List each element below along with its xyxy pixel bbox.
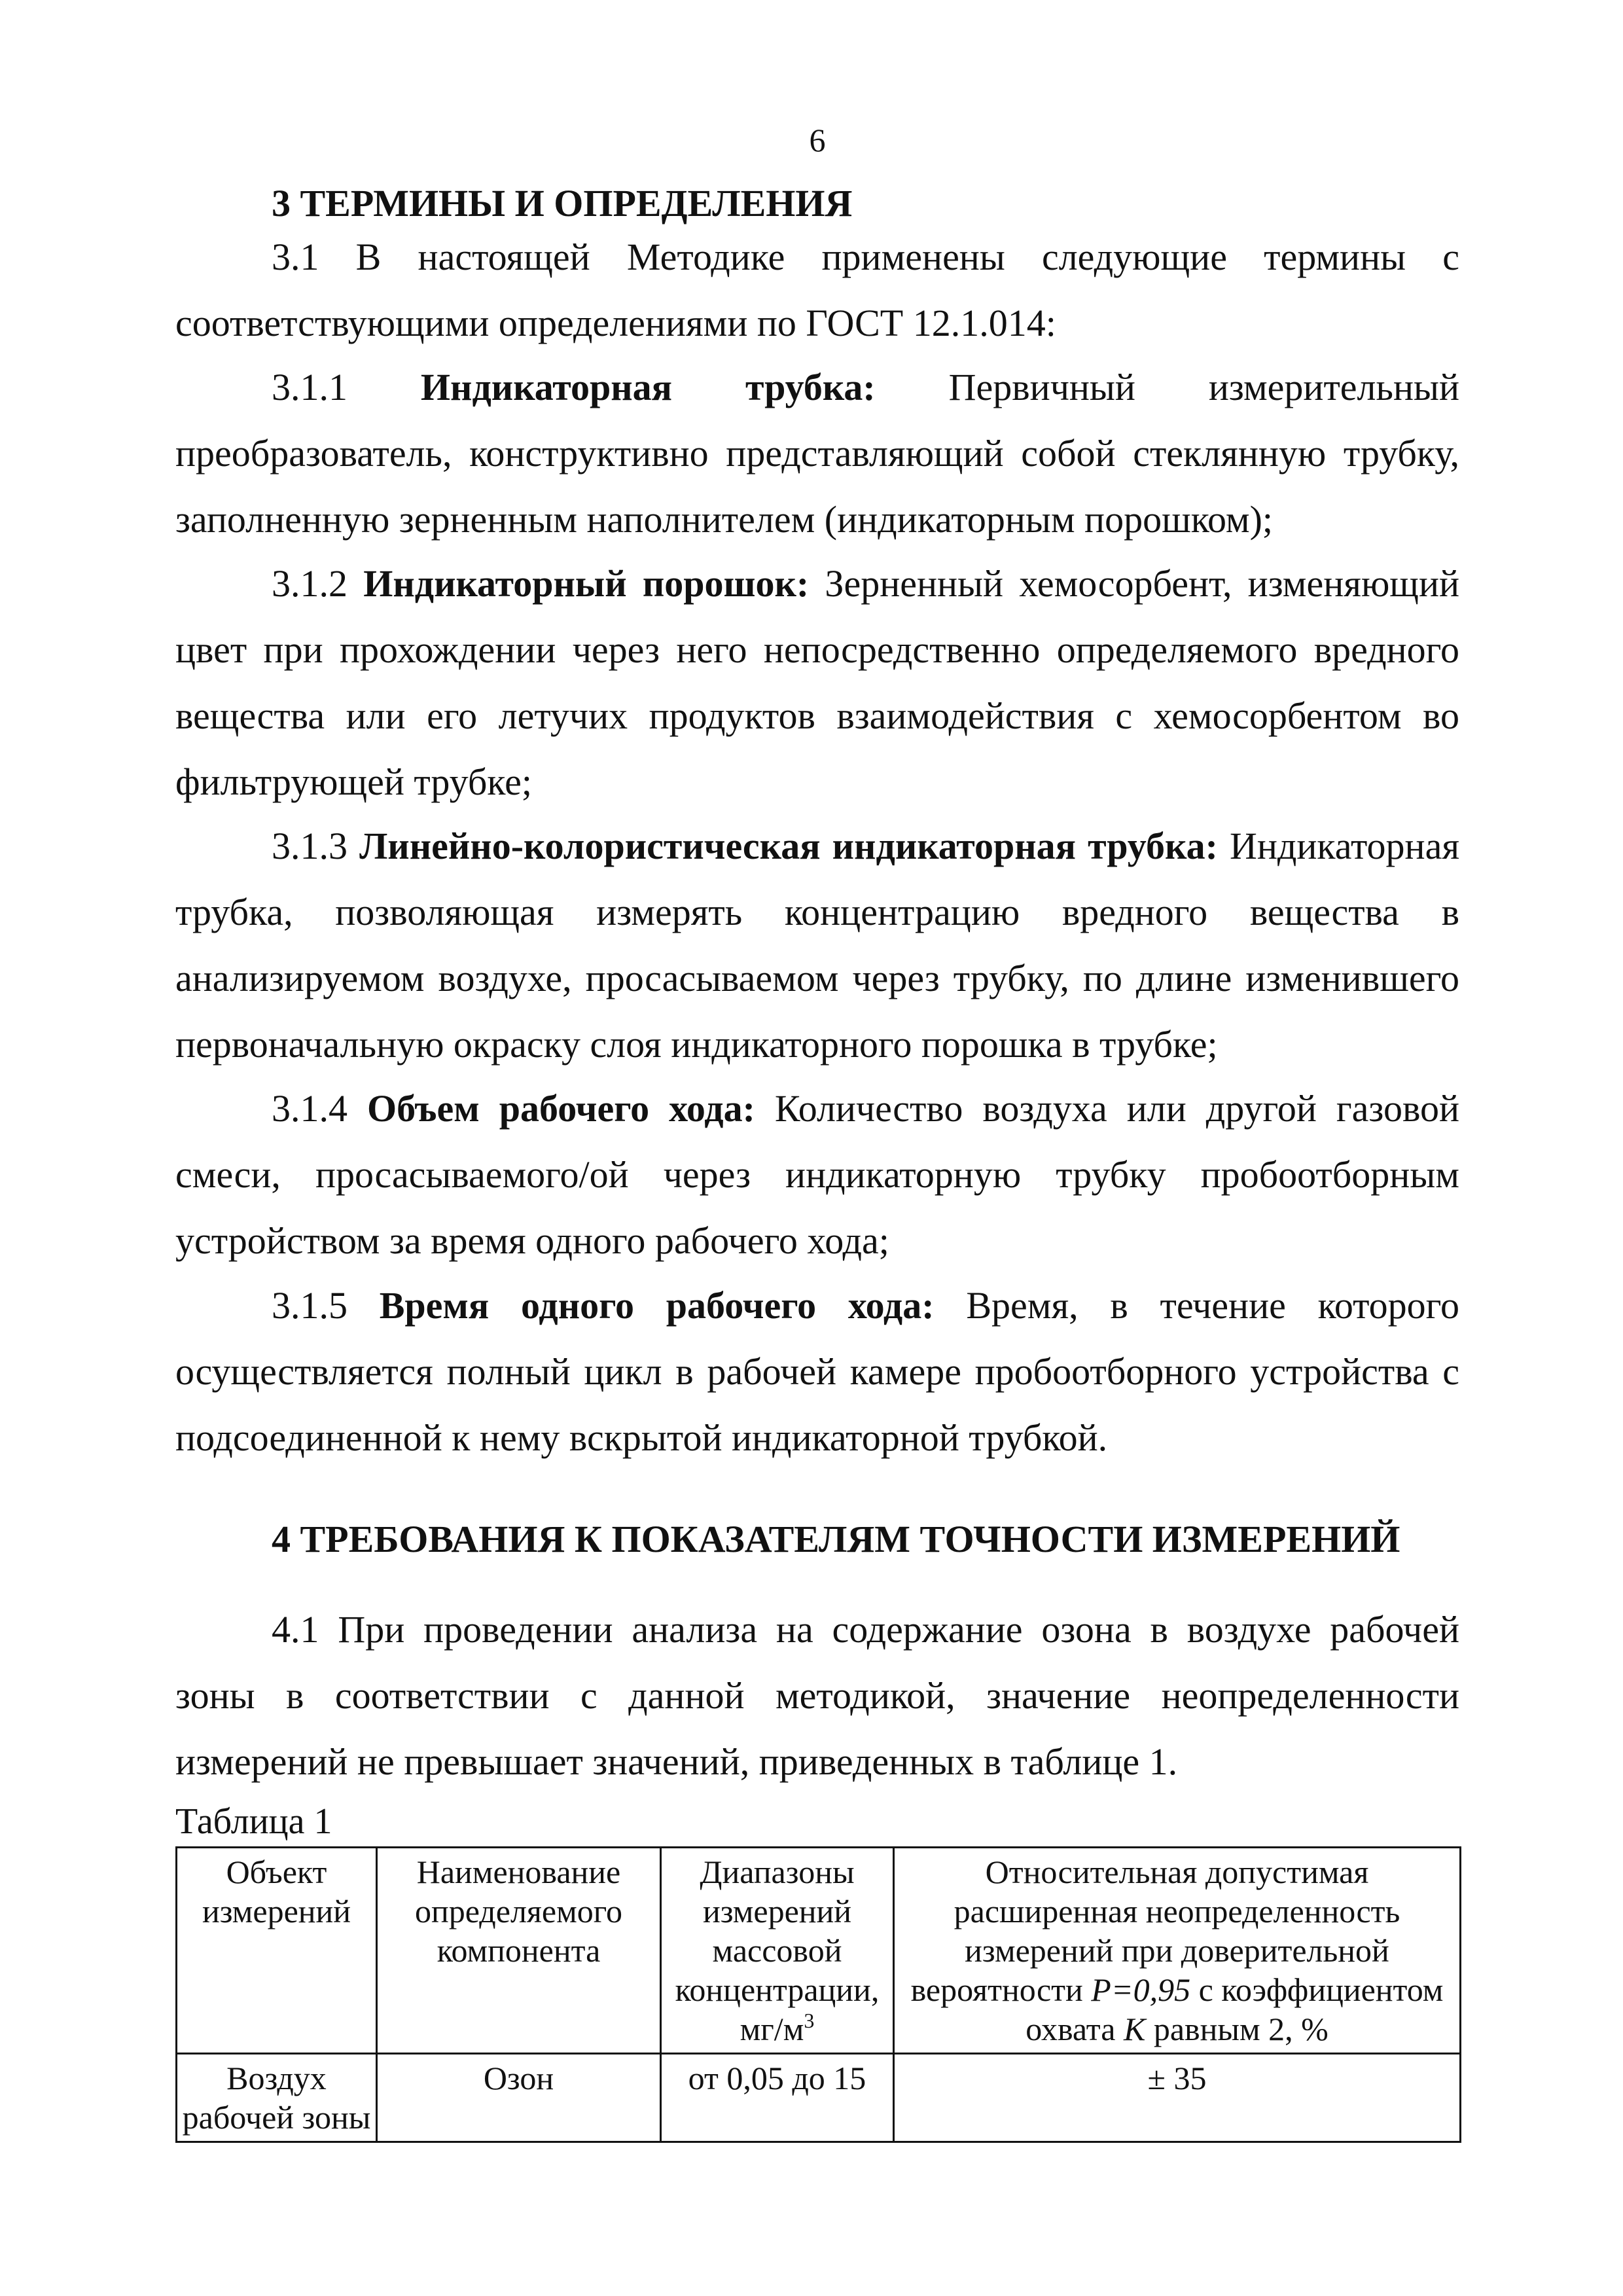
cell-object: Воздух рабочей зоны <box>177 2054 377 2142</box>
term-3-1-5 <box>175 1272 1459 1471</box>
term-title: Линейно-колористическая индикаторная трубка: <box>359 825 1218 867</box>
section-3-title: 3 ТЕРМИНЫ И ОПРЕДЕЛЕНИЯ <box>272 182 853 224</box>
table-row <box>177 2054 1461 2142</box>
term-number: 3.1.4 <box>272 1087 348 1130</box>
term-title: Индикаторный порошок: <box>363 562 810 605</box>
section-3-intro: 3.1 В настоящей Методике применены следующие термины с соответствующими определениями по ГОСТ 12.1.014: <box>175 236 1459 344</box>
term-definition: Первичный измерительный преобразователь, конструктивно представляющий собой стеклянную трубку, заполненную зерненным наполнителем (индикаторным порошком); <box>175 366 1459 541</box>
cell-component: Озон <box>377 2054 661 2142</box>
term-definition: Количество воздуха или другой газовой смеси, просасываемого/ой через индикаторную трубку пробоотборным устройством за время одного рабочего хода; <box>175 1087 1460 1262</box>
term-number: 3.1.2 <box>272 562 348 605</box>
cell-uncertainty: ± 35 <box>894 2054 1461 2142</box>
accuracy-table <box>175 1846 1461 2143</box>
term-3-1-2 <box>175 550 1459 815</box>
section-4-title: 4 ТРЕБОВАНИЯ К ПОКАЗАТЕЛЯМ ТОЧНОСТИ ИЗМЕРЕНИЙ <box>272 1518 1400 1560</box>
term-definition: Зерненный хемосорбент, изменяющий цвет при прохождении через него непосредственно определяемого вредного вещества или его летучих продуктов взаимодействия с хемосорбентом во фильтрующей трубке; <box>175 562 1460 803</box>
page-number: 6 <box>809 122 826 158</box>
term-number: 3.1.5 <box>272 1284 348 1327</box>
term-definition: Время, в течение которого осуществляется полный цикл в рабочей камере пробоотборного устройства с подсоединенной к нему вскрытой индикаторной трубкой. <box>175 1284 1459 1459</box>
term-definition: Индикаторная трубка, позволяющая измерять концентрацию вредного вещества в анализируемом воздухе, просасываемом через трубку, по длине изменившего первоначальную окраску слоя индикаторного порошка в трубке; <box>175 825 1460 1066</box>
header-uncertainty: Относительная допустимая расширенная неопределенность измерений при доверительной вероятности P=0,95 с коэффициентом охвата K равным 2, % <box>894 1848 1461 2054</box>
header-range: Диапазоны измерений массовой концентрации, $мг/м^3$ <box>661 1848 894 2054</box>
term-3-1-1 <box>175 354 1459 552</box>
term-title: Время одного рабочего хода: <box>379 1284 935 1327</box>
document-page <box>175 0 1459 2296</box>
table-header-row <box>177 1848 1461 2054</box>
table-caption: Таблица 1 <box>175 1801 332 1842</box>
term-number: 3.1.1 <box>272 366 348 408</box>
term-3-1-3 <box>175 813 1459 1077</box>
term-title: Индикаторная трубка: <box>420 366 876 408</box>
header-component: Наименование определяемого компонента <box>377 1848 661 2054</box>
term-title: Объем рабочего хода: <box>367 1087 755 1130</box>
term-number: 3.1.3 <box>272 825 348 867</box>
cell-range: от 0,05 до 15 <box>661 2054 894 2142</box>
term-3-1-4 <box>175 1075 1459 1274</box>
header-object: Объект измерений <box>177 1848 377 2054</box>
section-4-para: 4.1 При проведении анализа на содержание озона в воздухе рабочей зоны в соответствии с данной методикой, значение неопределенности измерений не превышает значений, приведенных в таблице 1. <box>175 1608 1459 1783</box>
